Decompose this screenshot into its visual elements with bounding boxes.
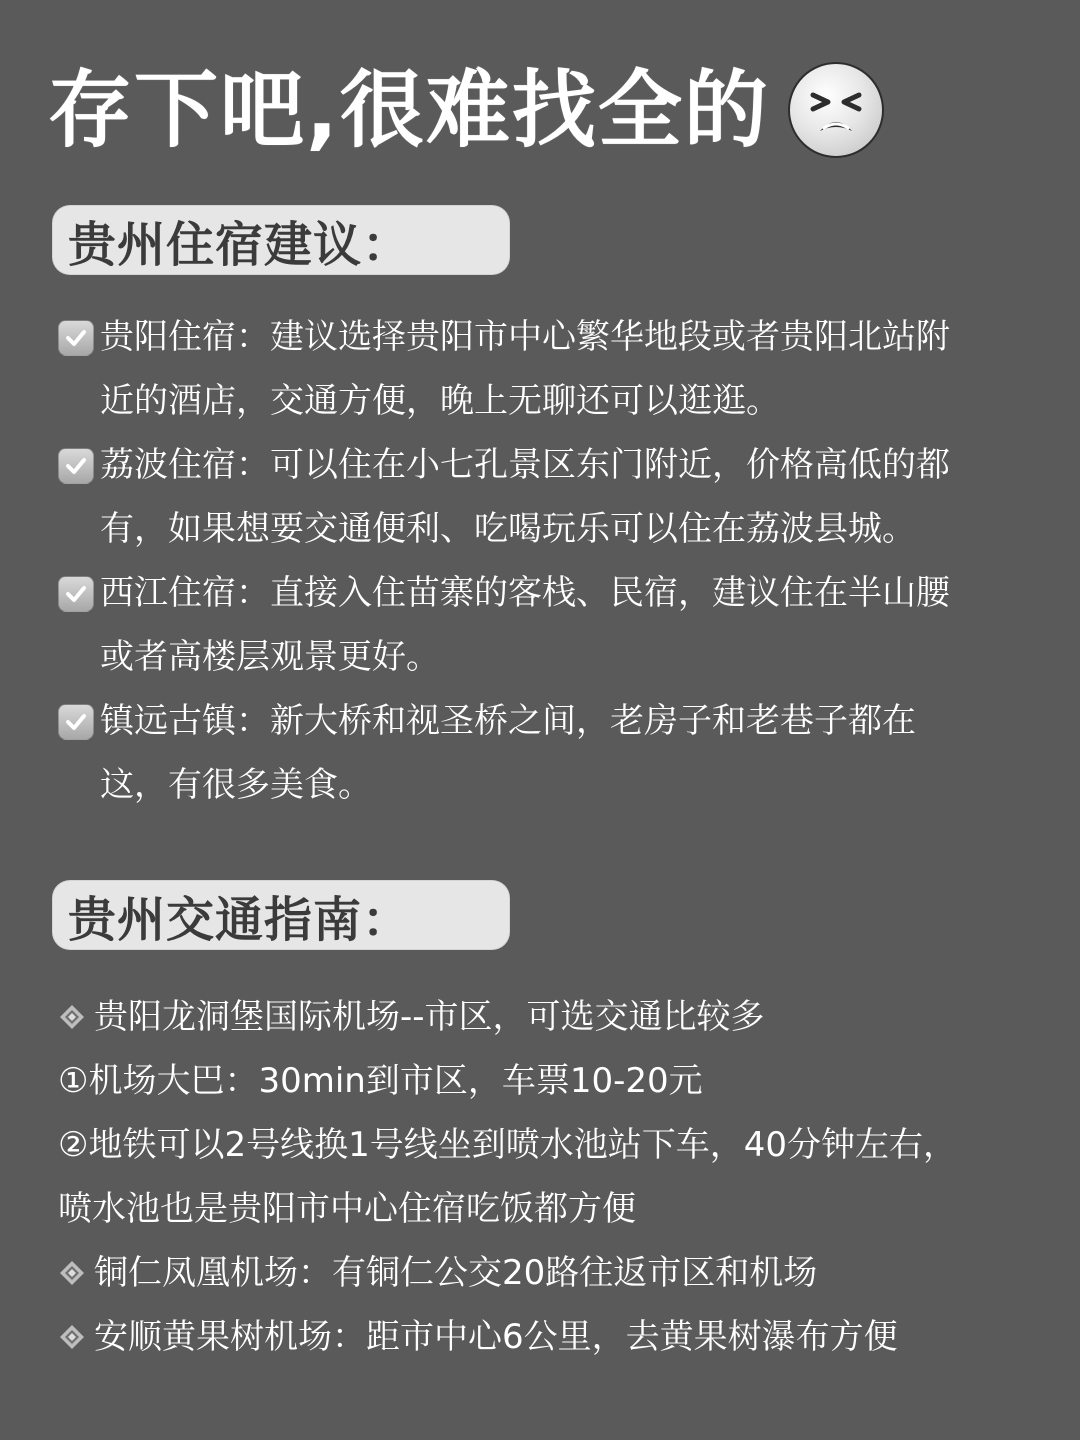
list-item	[58, 1049, 1040, 1113]
checkmark-box-icon	[58, 704, 94, 740]
list-item	[58, 689, 1040, 817]
checkmark-box-icon	[58, 320, 94, 356]
list-item-text	[94, 985, 765, 1049]
checkmark-box-icon	[58, 576, 94, 612]
text-line: ①机场大巴：30min到市区，车票10-20元	[58, 1061, 703, 1101]
diamond-icon	[58, 1323, 86, 1351]
list-item-text	[100, 305, 950, 433]
section-title: 贵州住宿建议：	[68, 216, 412, 273]
text-line: 铜仁凤凰机场：有铜仁公交20路往返市区和机场	[94, 1253, 818, 1293]
list-item	[58, 985, 1040, 1049]
list-item-text	[58, 1113, 957, 1241]
list-item-text	[100, 433, 950, 561]
text-line: 有，如果想要交通便利、吃喝玩乐可以住在荔波县城。	[100, 509, 916, 549]
list-item	[58, 433, 1040, 561]
page-title: 存下吧,很难找全的	[48, 61, 770, 159]
text-line: 或者高楼层观景更好。	[100, 637, 440, 677]
text-line: ②地铁可以2号线换1号线坐到喷水池站下车，40分钟左右，	[58, 1125, 958, 1165]
list-item	[58, 1305, 1040, 1369]
diamond-icon	[58, 1003, 86, 1031]
list-item-text	[58, 1049, 703, 1113]
title-row	[48, 55, 884, 165]
text-line: 喷水池也是贵阳市中心住宿吃饭都方便	[58, 1189, 636, 1229]
section-heading-accommodation	[52, 205, 510, 275]
list-item-text	[94, 1241, 817, 1305]
diamond-icon	[58, 1259, 86, 1287]
checkmark-box-icon	[58, 448, 94, 484]
text-line: 贵阳龙洞堡国际机场--市区，可选交通比较多	[94, 997, 765, 1037]
text-line: 近的酒店，交通方便，晚上无聊还可以逛逛。	[100, 381, 780, 421]
text-line: 这，有很多美食。	[100, 765, 372, 805]
list-item	[58, 305, 1040, 433]
list-item	[58, 1113, 1040, 1241]
text-line: 安顺黄果树机场：距市中心6公里，去黄果树瀑布方便	[94, 1317, 898, 1357]
list-item-text	[94, 1305, 898, 1369]
accommodation-list	[58, 305, 1040, 817]
text-line: 贵阳住宿：建议选择贵阳市中心繁华地段或者贵阳北站附	[100, 317, 950, 357]
text-line: 镇远古镇：新大桥和视圣桥之间，老房子和老巷子都在	[100, 701, 916, 741]
list-item	[58, 1241, 1040, 1305]
text-line: 西江住宿：直接入住苗寨的客栈、民宿，建议住在半山腰	[100, 573, 950, 613]
transportation-list	[58, 985, 1040, 1369]
list-item-text	[100, 561, 950, 689]
section-title: 贵州交通指南：	[68, 891, 412, 948]
tired-face-icon	[788, 62, 884, 158]
section-heading-transportation	[52, 880, 510, 950]
list-item	[58, 561, 1040, 689]
list-item-text	[100, 689, 916, 817]
text-line: 荔波住宿：可以住在小七孔景区东门附近，价格高低的都	[100, 445, 950, 485]
